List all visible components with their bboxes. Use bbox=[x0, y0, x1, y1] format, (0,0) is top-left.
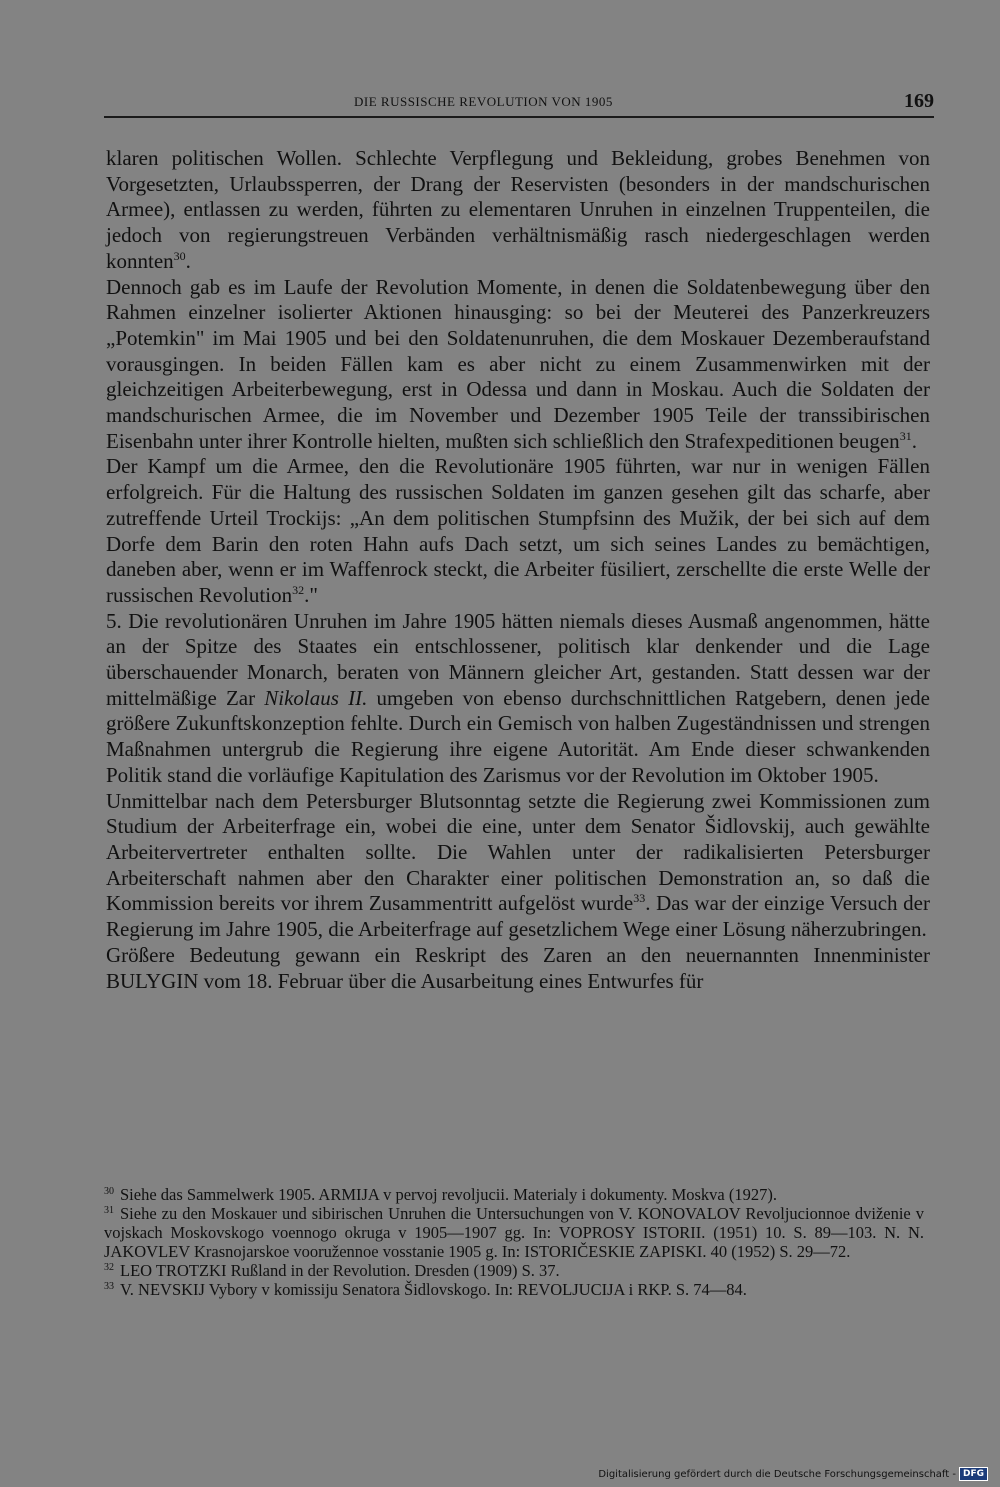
text-run: Dennoch gab es im Laufe der Revolution Momente, in denen die Soldatenbewegung über den Rahmen einzelner isolierter Aktionen hinausging: so bei der Meuterei des Panzerkreuzers „Potemkin" im Mai 1905 und bei den Soldatenunruhen, die dem Moskauer Dezemberaufstand vorausgingen. In beiden Fällen kam es aber nicht zu einem Zusammenwirken mit der gleichzeitigen Arbeiterbewegung, erst in Odessa und dann in Moskau. Auch die Soldaten der mandschurischen Armee, die im November und Dezember 1905 Teile der transsibirischen Eisenbahn unter ihrer Kontrolle hielten, mußten sich schließlich den Strafexpeditionen beugen bbox=[106, 274, 930, 453]
footnote-ref-30[interactable]: 30 bbox=[173, 248, 186, 263]
paragraph-6 bbox=[106, 943, 930, 994]
footnote-text: Siehe zu den Moskauer und sibirischen Unruhen die Untersuchungen von V. KONOVALOV Revoljucionnoe dviženie v vojskach Moskovskogo voennogo okruga v 1905—1907 gg. In: VOPROSY ISTORII. (1951) 10. S. 89—103. N. N. JAKOVLEV Krasnojarskoe vooružennoe vosstanie 1905 g. In: ISTORIČESKIE ZAPISKI. 40 (1952) S. 29—72. bbox=[104, 1204, 924, 1261]
footnote-33 bbox=[104, 1280, 924, 1299]
footnote-text: V. NEVSKIJ Vybory v komissiju Senatora Šidlovskogo. In: REVOLJUCIJA i RKP. S. 74—84. bbox=[120, 1280, 747, 1299]
footnotes bbox=[104, 1185, 924, 1299]
text-run: . bbox=[911, 428, 917, 453]
text-run: umgeben von ebenso durchschnittlichen Ratgebern, denen jede größere Zukunftskonzeption fehlte. Durch ein Gemisch von halben Zugeständnissen und strengen Maßnahmen untergrub die Regierung ihre eigene Autorität. Am Ende dieser schwankenden Politik stand die vorläufige Kapitulation des Zarismus vor der Revolution im Oktober 1905. bbox=[106, 685, 930, 787]
footnote-ref-31[interactable]: 31 bbox=[899, 428, 912, 443]
footnote-ref-32[interactable]: 32 bbox=[292, 582, 305, 597]
dfg-logo[interactable]: DFG bbox=[959, 1467, 988, 1481]
digitization-credit bbox=[598, 1467, 988, 1481]
text-run: 5. Die revolutionären Unruhen im Jahre 1905 hätten niemals dieses Ausmaß angenommen, hätte an der Spitze des Staates ein entschlossener, politisch klar denkender und die Lage überschauender Monarch, beraten von Männern gleicher Art, gestanden. Statt dessen war der mittelmäßige Zar bbox=[106, 608, 930, 710]
footnote-ref-33[interactable]: 33 bbox=[633, 891, 646, 906]
footnote-number: 32 bbox=[104, 1261, 114, 1273]
footnote-number: 33 bbox=[104, 1280, 114, 1292]
footnote-text: LEO TROTZKI Rußland in der Revolution. Dresden (1909) S. 37. bbox=[120, 1261, 560, 1280]
paragraph-3 bbox=[106, 454, 930, 608]
text-run: Unmittelbar nach dem Petersburger Blutsonntag setzte die Regierung zwei Kommissionen zum Studium der Arbeiterfrage ein, wobei die eine, unter dem Senator Šidlovskij, auch gewählte Arbeitervertreter enthalten sollte. Die Wahlen unter der radikalisierten Petersburger Arbeiterschaft nahmen aber den Charakter einer politischen Demonstration an, so daß die Kommission bereits vor ihrem Zusammentritt aufgelöst wurde bbox=[106, 788, 930, 916]
text-run: . bbox=[185, 248, 191, 273]
text-run: klaren politischen Wollen. Schlechte Verpflegung und Bekleidung, grobes Benehmen von Vorgesetzten, Urlaubssperren, der Drang der Reservisten (besonders in der mandschurischen Armee), entlassen zu werden, führten zu elementaren Unruhen in einzelnen Truppenteilen, die jedoch von regierungstreuen Verbänden verhältnismäßig rasch niedergeschlagen werden konnten bbox=[106, 146, 930, 273]
paragraph-5 bbox=[106, 789, 930, 943]
header-rule bbox=[104, 116, 934, 118]
emphasized-name: Nikolaus II. bbox=[264, 685, 368, 710]
running-title: DIE RUSSISCHE REVOLUTION VON 1905 bbox=[354, 94, 613, 109]
footnote-30 bbox=[104, 1185, 924, 1204]
text-run: Der Kampf um die Armee, den die Revolutionäre 1905 führten, war nur in wenigen Fällen erfolgreich. Für die Haltung des russischen Soldaten im ganzen gesehen gilt das scharfe, aber zutreffende Urteil Trockijs: „An dem politischen Stumpfsinn des Mužik, der bei sich auf dem Dorfe dem Barin den roten Hahn aufs Dach setzt, um sich seines Landes zu bemächtigen, daneben aber, wenn er im Waffenrock steckt, die Arbeiter füsiliert, zerschellte die erste Welle der russischen Revolution bbox=[106, 454, 930, 607]
paragraph-1 bbox=[106, 146, 930, 275]
page-number: 169 bbox=[904, 90, 934, 112]
footnote-number: 30 bbox=[104, 1185, 114, 1197]
text-run: Größere Bedeutung gewann ein Reskript des Zaren an den neuernannten Innenminister BULYGIN vom 18. Februar über die Ausarbeitung eines Entwurfes für bbox=[106, 942, 930, 993]
footnote-number: 31 bbox=[104, 1204, 114, 1216]
page-header bbox=[104, 92, 934, 122]
paragraph-4 bbox=[106, 609, 930, 789]
credit-text: Digitalisierung gefördert durch die Deutsche Forschungsgemeinschaft - bbox=[598, 1468, 956, 1480]
footnote-text: Siehe das Sammelwerk 1905. ARMIJA v pervoj revoljucii. Materialy i dokumenty. Moskva (1927). bbox=[120, 1185, 777, 1204]
paragraph-2 bbox=[106, 275, 930, 455]
text-run: . Das war der einzige Versuch der Regierung im Jahre 1905, die Arbeiterfrage auf gesetzlichem Wege einer Lösung näherzubringen. bbox=[106, 891, 930, 942]
main-text bbox=[106, 146, 930, 994]
text-run: ." bbox=[304, 582, 318, 607]
footnote-31 bbox=[104, 1204, 924, 1261]
footnote-32 bbox=[104, 1261, 924, 1280]
